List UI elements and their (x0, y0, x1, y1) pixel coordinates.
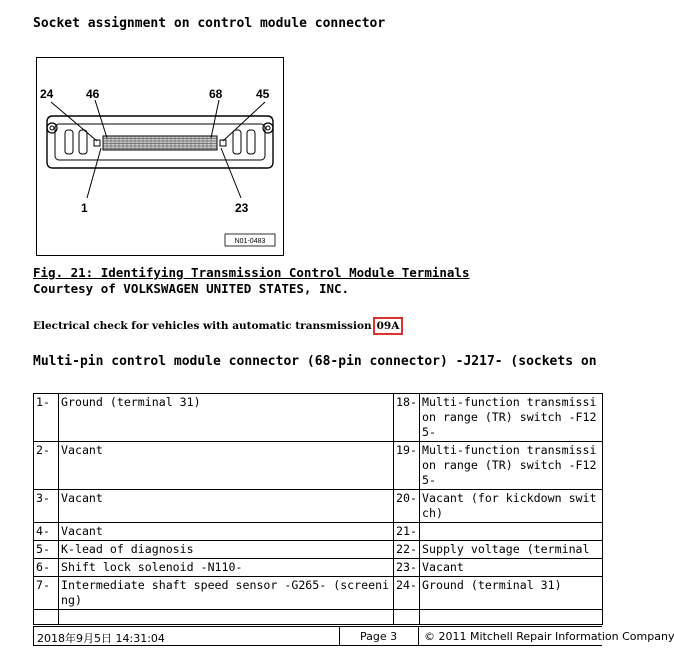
note-text: Electrical check for vehicles with automatic transmission (33, 320, 372, 332)
pin-description: K-lead of diagnosis (59, 541, 394, 559)
footer-copyright: © 2011 Mitchell Repair Information Company (424, 630, 674, 643)
pin-description: Multi-function transmission range (TR) switch -F125- (420, 442, 603, 490)
page-heading: Socket assignment on control module connector (33, 16, 386, 31)
table-row (34, 610, 603, 625)
pin-description: Ground (terminal 31) (420, 577, 603, 610)
pin-label-68: 68 (209, 87, 223, 101)
pin-number (34, 610, 59, 625)
table-row (34, 541, 603, 559)
connector-figure (36, 57, 284, 256)
figure-title: Fig. 21: Identifying Transmission Control Module Terminals (33, 265, 470, 280)
pin-number: 4- (34, 523, 59, 541)
pin-description: Shift lock solenoid -N110- (59, 559, 394, 577)
pin-number: 6- (34, 559, 59, 577)
electrical-check-note (33, 320, 403, 332)
highlighted-code: 09A (373, 317, 404, 335)
pin-label-23: 23 (235, 201, 249, 215)
pin-number: 21- (394, 523, 420, 541)
connector-diagram (37, 58, 283, 255)
pin-number: 22- (394, 541, 420, 559)
table-row (34, 559, 603, 577)
pin-number: 2- (34, 442, 59, 490)
pin-number: 19- (394, 442, 420, 490)
pin-label-1: 1 (81, 201, 88, 215)
footer-page: Page 3 (360, 630, 398, 643)
table-row (34, 490, 603, 523)
footer-datetime: 2018年9月5日 14:31:04 (37, 632, 165, 645)
table-row (34, 394, 603, 442)
pin-description: Ground (terminal 31) (59, 394, 394, 442)
page-footer (33, 626, 674, 646)
pin-description (59, 610, 394, 625)
pin-description: Vacant (420, 559, 603, 577)
table-row (34, 523, 603, 541)
pin-description: Vacant (59, 442, 394, 490)
pin-description (420, 523, 603, 541)
pin-number: 5- (34, 541, 59, 559)
pin-description: Vacant (59, 523, 394, 541)
pin-number (394, 610, 420, 625)
pin-number: 1- (34, 394, 59, 442)
pin-number: 7- (34, 577, 59, 610)
pin-description (420, 610, 603, 625)
pin-number: 23- (394, 559, 420, 577)
pin-description: Intermediate shaft speed sensor -G265- (screening) (59, 577, 394, 610)
pin-block (103, 136, 217, 150)
pin-label-24: 24 (40, 87, 54, 101)
figure-courtesy: Courtesy of VOLKSWAGEN UNITED STATES, INC. (33, 281, 350, 296)
pin-number: 24- (394, 577, 420, 610)
table-row (34, 577, 603, 610)
pin-description: Vacant (for kickdown switch) (420, 490, 603, 523)
pin-description: Supply voltage (terminal (420, 541, 603, 559)
pin-description: Multi-function transmission range (TR) switch -F125- (420, 394, 603, 442)
pin-label-45: 45 (256, 87, 270, 101)
figure-caption (33, 265, 470, 297)
pin-assignment-table (33, 393, 603, 625)
pin-number: 3- (34, 490, 59, 523)
pin-description: Vacant (59, 490, 394, 523)
section-heading: Multi-pin control module connector (68-pin connector) -J217- (sockets on (33, 354, 597, 369)
pin-number: 20- (394, 490, 420, 523)
pin-label-46: 46 (86, 87, 100, 101)
pin-number: 18- (394, 394, 420, 442)
figure-ref-code: N01-0483 (234, 238, 266, 245)
table-row (34, 442, 603, 490)
